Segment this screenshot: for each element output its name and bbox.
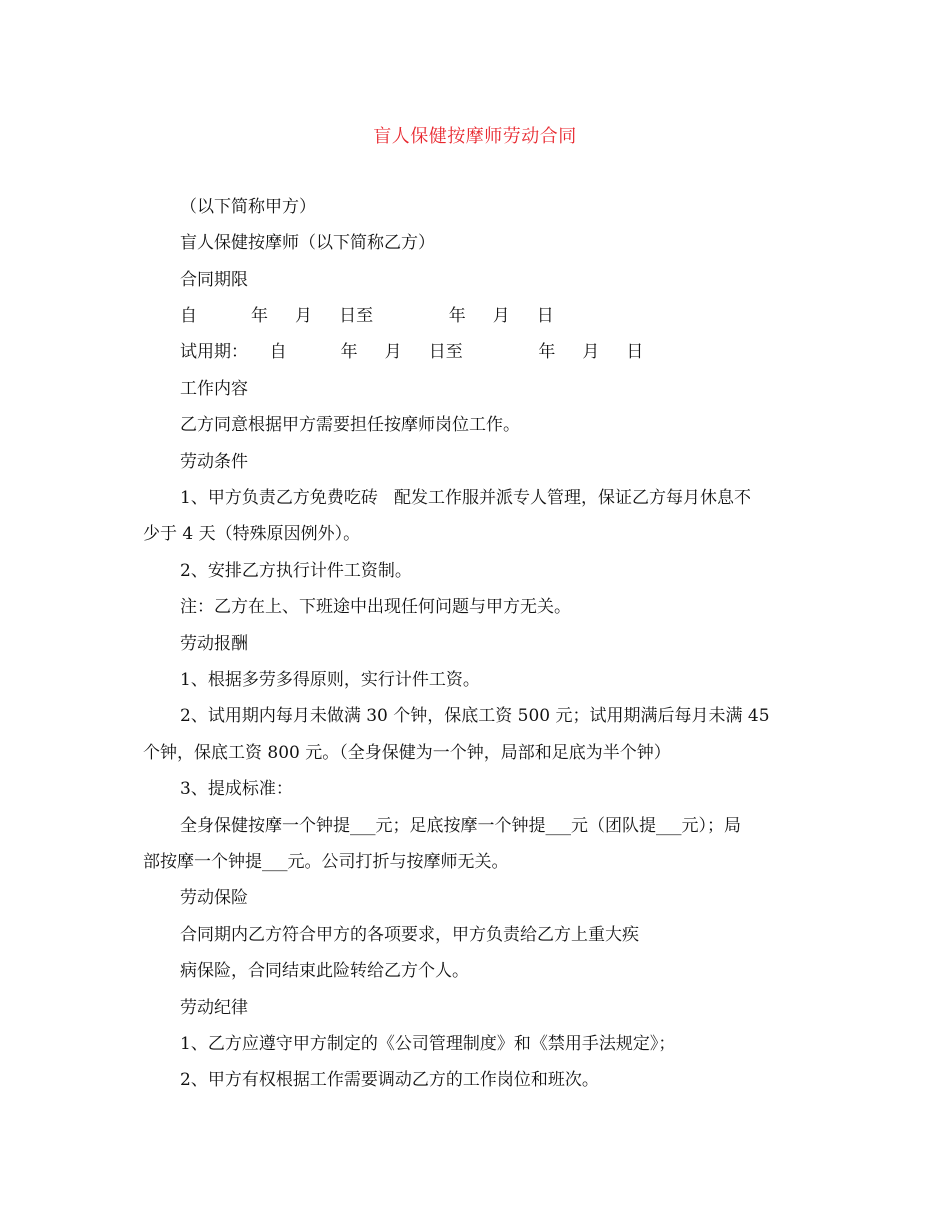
pay-3-line: 3、提成标准： [180, 779, 293, 799]
work-content-line: 乙方同意根据甲方需要担任按摩师岗位工作。 [180, 415, 520, 435]
section-heading-pay: 劳动报酬 [180, 634, 248, 654]
insurance-line-1: 合同期内乙方符合甲方的各项要求，甲方负责给乙方上重大疾 [180, 925, 639, 945]
pay-1-line: 1、根据多劳多得原则，实行计件工资。 [180, 670, 480, 690]
pay-2-line-2: 个钟，保底工资 800 元。（全身保健为一个钟，局部和足底为半个钟） [143, 743, 671, 763]
section-heading-conditions: 劳动条件 [180, 452, 248, 472]
section-heading-insurance: 劳动保险 [180, 888, 248, 908]
section-heading-term: 合同期限 [180, 270, 248, 290]
commission-line-2: 部按摩一个钟提___元。公司打折与按摩师无关。 [143, 852, 509, 872]
condition-1-line-2: 少于 4 天（特殊原因例外）。 [143, 524, 361, 544]
discipline-2-line: 2、甲方有权根据工作需要调动乙方的工作岗位和班次。 [180, 1070, 599, 1090]
commission-line-1: 全身保健按摩一个钟提___元；足底按摩一个钟提___元（团队提___元）；局 [180, 816, 741, 836]
insurance-line-2: 病保险，合同结束此险转给乙方个人。 [180, 961, 469, 981]
document-title: 盲人保健按摩师劳动合同 [373, 126, 577, 147]
party-a-line: （以下简称甲方） [180, 197, 316, 217]
party-b-line: 盲人保健按摩师（以下简称乙方） [180, 233, 435, 253]
condition-2-line: 2、安排乙方执行计件工资制。 [180, 561, 412, 581]
condition-note-line: 注：乙方在上、下班途中出现任何问题与甲方无关。 [180, 597, 571, 617]
discipline-1-line: 1、乙方应遵守甲方制定的《公司管理制度》和《禁用手法规定》； [180, 1034, 676, 1054]
term-dates-line: 自 年 月 日至 年 月 日 [180, 306, 554, 326]
section-heading-discipline: 劳动纪律 [180, 998, 248, 1018]
section-heading-work: 工作内容 [180, 379, 248, 399]
probation-dates-line: 试用期： 自 年 月 日至 年 月 日 [180, 342, 644, 362]
condition-1-line-1: 1、甲方负责乙方免费吃砖 配发工作服并派专人管理，保证乙方每月休息不 [180, 488, 752, 508]
pay-2-line-1: 2、试用期内每月未做满 30 个钟，保底工资 500 元；试用期满后每月未满 45 [180, 706, 770, 726]
